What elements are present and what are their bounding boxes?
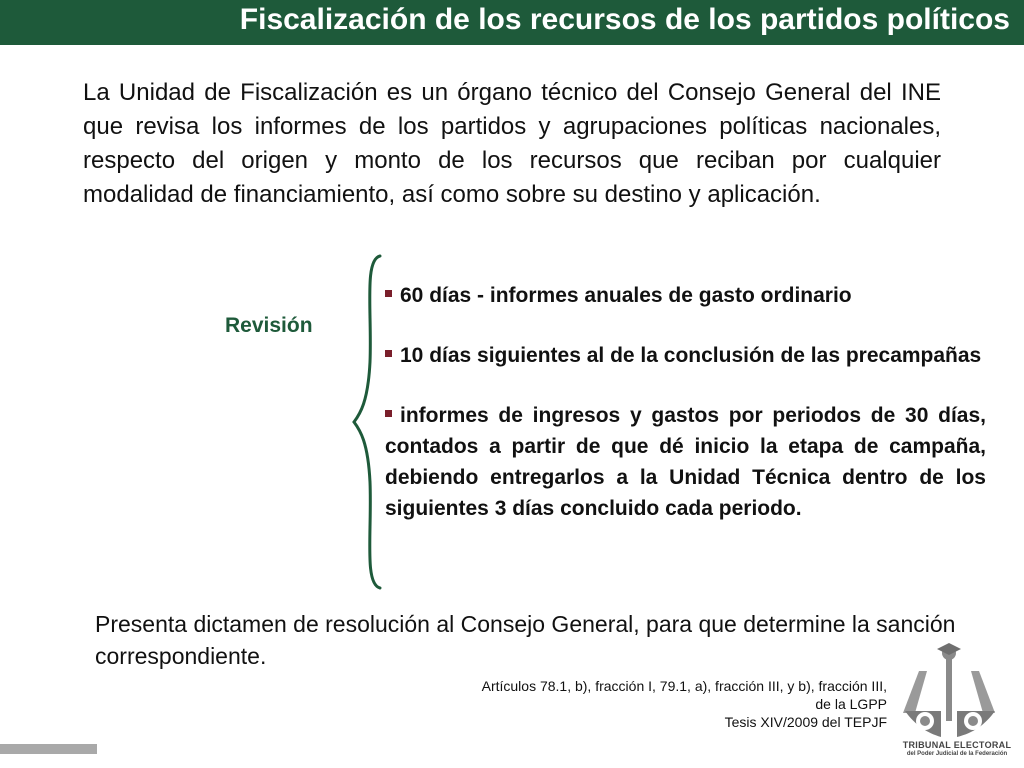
square-bullet-icon: [385, 350, 392, 357]
list-item-text: 60 días - informes anuales de gasto ordinario: [400, 284, 852, 307]
logo-subtitle: del Poder Judicial de la Federación: [906, 751, 1008, 757]
square-bullet-icon: [385, 290, 392, 297]
intro-paragraph: La Unidad de Fiscalización es un órgano técnico del Consejo General del INE que revisa los informes de los partidos y agrupaciones políticas nacionales, respecto del origen y monto de los recursos que reciban por cualquier modalidad de financiamiento, así como sobre su destino y aplicación.: [83, 79, 941, 208]
list-item: [385, 280, 986, 311]
title-bar: [0, 0, 1024, 45]
reference-line: Tesis XIV/2009 del TEPJF: [724, 714, 887, 730]
revision-label: Revisión: [225, 314, 313, 337]
list-item: [385, 400, 986, 524]
list-item-text: 10 días siguientes al de la conclusión de las precampañas: [400, 344, 982, 367]
legal-references: [482, 677, 887, 731]
square-bullet-icon: [385, 410, 392, 417]
footer-bar: [0, 744, 97, 754]
curly-brace-icon: [352, 252, 386, 592]
page-title: Fiscalización de los recursos de los partidos políticos: [239, 3, 1010, 36]
list-item: [385, 340, 986, 371]
conclusion-paragraph: Presenta dictamen de resolución al Consejo General, para que determine la sanción correspondiente.: [95, 611, 956, 669]
reference-line: de la LGPP: [815, 696, 887, 712]
list-item-text: informes de ingresos y gastos por periodos de 30 días, contados a partir de que dé inicio la etapa de campaña, debiendo entregarlos a la Unidad Técnica dentro de los siguientes 3 días concluido cada periodo.: [385, 404, 986, 520]
revision-list: [385, 280, 986, 524]
reference-line: Artículos 78.1, b), fracción I, 79.1, a), fracción III, y b), fracción III,: [481, 678, 887, 694]
logo-title: TRIBUNAL ELECTORAL: [902, 740, 1012, 750]
